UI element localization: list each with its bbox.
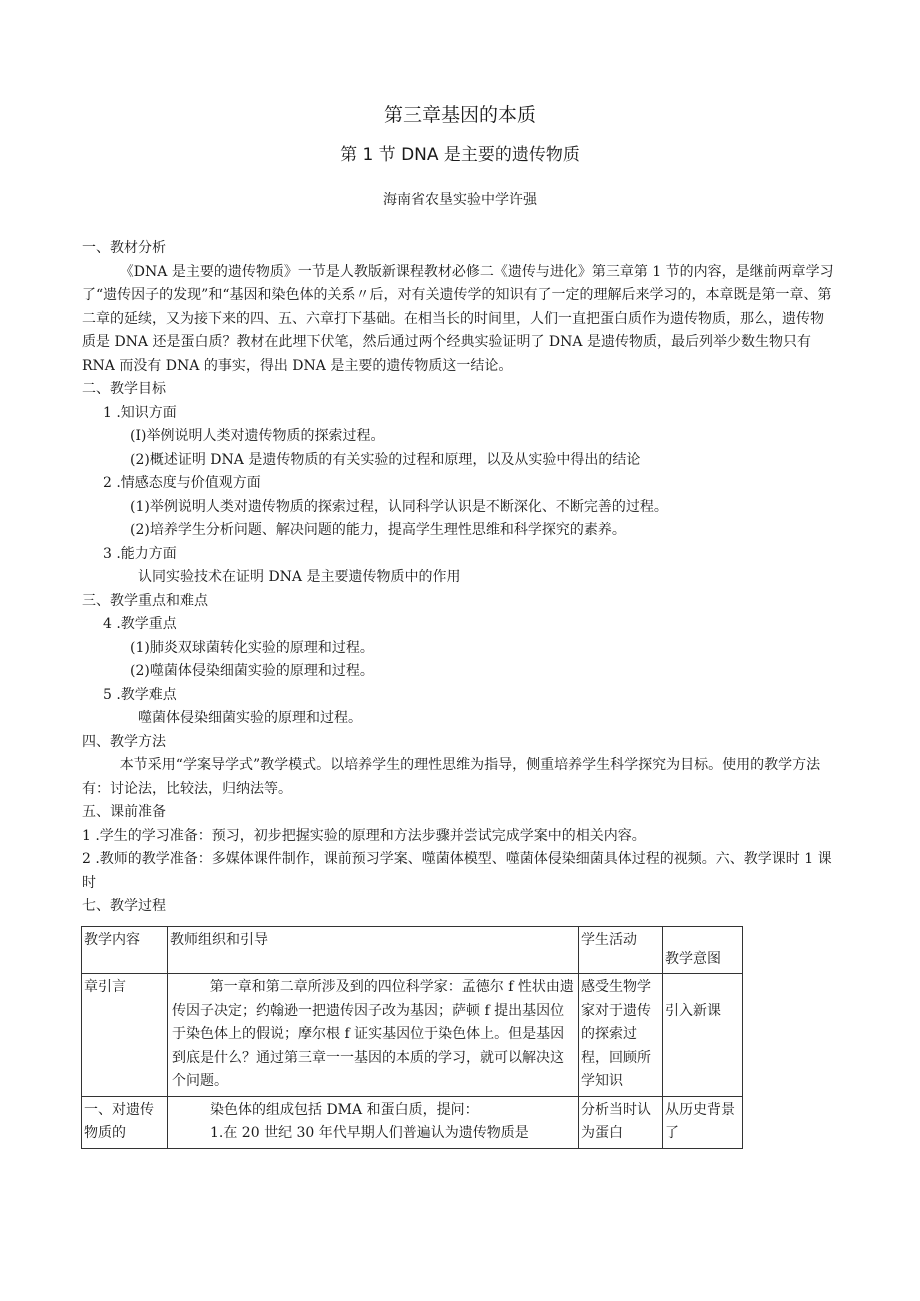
table-row <box>82 1096 743 1148</box>
subheading: 3 .能力方面 <box>103 545 177 562</box>
table-cell-line: 1.在 20 世纪 30 年代早期人们普遍认为遗传物质是 <box>210 1125 529 1141</box>
document-body <box>82 237 837 919</box>
subheading: 4 .教学重点 <box>103 616 177 632</box>
paragraph: 本节采用“学案导学式”教学模式。以培养学生的理性思维为指导，侧重培养学生科学探究为目标。使用的教学方法有：讨论法，比较法，归纳法等。 <box>82 757 821 797</box>
header-cell: 教学意图 <box>663 927 743 974</box>
header-cell: 教学内容 <box>82 927 168 974</box>
subheading: 1 .知识方面 <box>103 404 177 421</box>
subheading: 2 .情感态度与价值观方面 <box>103 475 261 491</box>
section-heading: 一、教材分析 <box>82 240 166 256</box>
list-item: (I)举例说明人类对遗传物质的探索过程。 <box>130 428 385 444</box>
table-cell: 从历史背景了 <box>663 1096 743 1148</box>
list-item: (2)噬菌体侵染细菌实验的原理和过程。 <box>130 663 374 679</box>
subheading: 5 .教学难点 <box>103 686 177 703</box>
section-heading: 四、教学方法 <box>82 733 166 750</box>
table-cell: 第一章和第二章所涉及到的四位科学家：孟德尔 f 性状由遗传因子决定；约翰逊一把遗传因子改为基因；萨顿 f 提出基因位于染色体上的假说；摩尔根 f 证实基因位于染色体上。但是基因到底是什么？通过第三章一一基因的本质的学习，就可以解决这个问题。 <box>168 974 579 1097</box>
list-item: (1)肺炎双球菌转化实验的原理和过程。 <box>130 639 374 656</box>
table-cell: 一、对遗传物质的 <box>82 1096 168 1148</box>
section-heading: 五、课前准备 <box>82 804 166 820</box>
author-line: 海南省农垦实验中学许强 <box>383 192 537 208</box>
table-cell <box>168 1096 579 1148</box>
list-item: (2)概述证明 DNA 是遗传物质的有关实验的过程和原理，以及从实验中得出的结论 <box>130 451 641 468</box>
teaching-process-table <box>81 926 743 1149</box>
header-cell: 教师组织和引导 <box>168 927 579 974</box>
chapter-title: 第三章基因的本质 <box>383 104 536 126</box>
section-title: 第 1 节 DNA 是主要的遗传物质 <box>340 145 580 165</box>
list-item: 噬菌体侵染细菌实验的原理和过程。 <box>138 710 362 726</box>
section-heading: 七、教学过程 <box>82 898 166 914</box>
table-cell: 章引言 <box>82 974 168 1097</box>
paragraph: 《DNA 是主要的遗传物质》一节是人教版新课程教材必修二《遗传与进化》第三章第 1 节的内容，是继前两章学习了“遗传因子的发现”和“基因和染色体的关系〃后，对有关遗传学的知识有了一定的理解后来学习的，本章既是第一章、第二章的延续，又为接下来的四、五、六章打下基础。在相当长的时间里，人们一直把蛋白质作为遗传物质，那么，遗传物质是 DNA 还是蛋白质？教材在此埋下伏笔，然后通过两个经典实验证明了 DNA 是遗传物质，最后列举少数生物只有 RNA 而没有 DNA 的事实，得出 DNA 是主要的遗传物质这一结论。 <box>82 263 834 374</box>
section-heading: 二、教学目标 <box>82 381 166 397</box>
table-row <box>82 974 743 1097</box>
section-heading: 三、教学重点和难点 <box>82 592 208 609</box>
table-cell: 分析当时认为蛋白 <box>579 1096 663 1148</box>
list-item: 认同实验技术在证明 DNA 是主要遗传物质中的作用 <box>138 569 461 585</box>
list-item: (2)培养学生分析问题、解决问题的能力，提高学生理性思维和科学探究的素养。 <box>130 522 626 538</box>
list-item: (1)举例说明人类对遗传物质的探索过程，认同科学认识是不断深化、不断完善的过程。 <box>130 498 668 515</box>
table-cell: 引入新课 <box>663 974 743 1097</box>
header-cell: 学生活动 <box>579 927 663 974</box>
table-cell: 感受生物学家对于遗传的探索过程，回顾所学知识 <box>579 974 663 1097</box>
list-item: 2 .教师的教学准备：多媒体课件制作，课前预习学案、噬菌体模型、噬菌体侵染细菌具体过程的视频。六、教学课时 1 课时 <box>82 851 832 891</box>
table-cell-line: 染色体的组成包括 DMA 和蛋白质，提问： <box>210 1101 479 1118</box>
list-item: 1 .学生的学习准备：预习，初步把握实验的原理和方法步骤并尝试完成学案中的相关内容。 <box>82 827 646 844</box>
table-header-row <box>82 927 743 974</box>
